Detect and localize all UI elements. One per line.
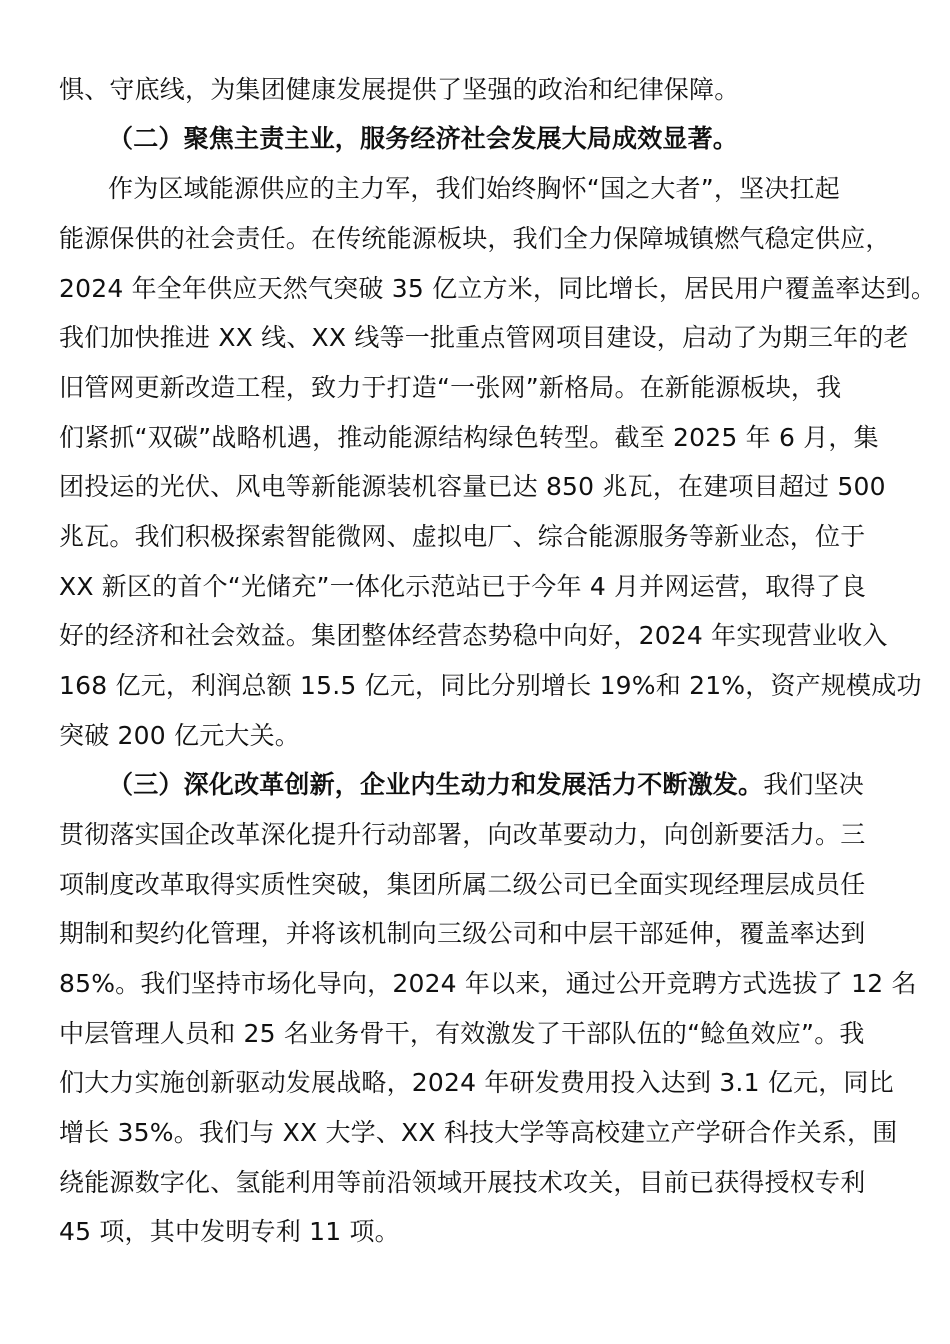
body-text-line: 85%。我们坚持市场化导向，2024 年以来，通过公开竞聘方式选拔了 12 名 bbox=[59, 969, 917, 998]
body-text-line: 团投运的光伏、风电等新能源装机容量已达 850 兆瓦，在建项目超过 500 bbox=[59, 472, 886, 501]
body-text-line: 能源保供的社会责任。在传统能源板块，我们全力保障城镇燃气稳定供应， bbox=[59, 224, 891, 253]
body-text-line: 作为区域能源供应的主力军，我们始终胸怀“国之大者”，坚决扛起 bbox=[108, 174, 840, 203]
body-text-line: 绕能源数字化、氢能利用等前沿领域开展技术攻关，目前已获得授权专利 bbox=[59, 1168, 866, 1197]
body-text-line: 们紧抓“双碳”战略机遇，推动能源结构绿色转型。截至 2025 年 6 月，集 bbox=[59, 423, 879, 452]
body-text-line: 我们加快推进 XX 线、XX 线等一批重点管网项目建设，启动了为期三年的老 bbox=[59, 323, 909, 352]
body-text-line: 们大力实施创新驱动发展战略，2024 年研发费用投入达到 3.1 亿元，同比 bbox=[59, 1068, 894, 1097]
body-text-line: 增长 35%。我们与 XX 大学、XX 科技大学等高校建立产学研合作关系，围 bbox=[59, 1118, 898, 1147]
body-text-line: XX 新区的首个“光储充”一体化示范站已于今年 4 月并网运营，取得了良 bbox=[59, 572, 867, 601]
body-text-line: 贯彻落实国企改革深化提升行动部署，向改革要动力，向创新要活力。三 bbox=[59, 820, 866, 849]
section-heading-3-line bbox=[108, 768, 864, 802]
body-text-line: 中层管理人员和 25 名业务骨干，有效激发了干部队伍的“鲶鱼效应”。我 bbox=[59, 1019, 865, 1048]
body-text-line: 好的经济和社会效益。集团整体经营态势稳中向好，2024 年实现营业收入 bbox=[59, 621, 888, 650]
body-text-line: 惧、守底线，为集团健康发展提供了坚强的政治和纪律保障。 bbox=[59, 75, 740, 104]
body-text-line: 2024 年全年供应天然气突破 35 亿立方米，同比增长，居民用户覆盖率达到。 bbox=[59, 274, 937, 303]
body-text-line: 兆瓦。我们积极探索智能微网、虚拟电厂、综合能源服务等新业态，位于 bbox=[59, 522, 866, 551]
body-text-line: 项制度改革取得实质性突破，集团所属二级公司已全面实现经理层成员任 bbox=[59, 870, 866, 899]
body-text-line: 期制和契约化管理，并将该机制向三级公司和中层干部延伸，覆盖率达到 bbox=[59, 919, 866, 948]
body-text-line: 突破 200 亿元大关。 bbox=[59, 721, 301, 750]
body-text-line: 45 项，其中发明专利 11 项。 bbox=[59, 1217, 400, 1246]
body-text-line: 旧管网更新改造工程，致力于打造“一张网”新格局。在新能源板块，我 bbox=[59, 373, 842, 402]
body-text-run: 我们坚决 bbox=[763, 770, 865, 799]
section-heading-2: （二）聚焦主责主业，服务经济社会发展大局成效显著。 bbox=[108, 124, 739, 153]
section-heading-3: （三）深化改革创新，企业内生动力和发展活力不断激发。 bbox=[108, 770, 764, 799]
body-text-line: 168 亿元，利润总额 15.5 亿元，同比分别增长 19%和 21%，资产规模成功 bbox=[59, 671, 922, 700]
